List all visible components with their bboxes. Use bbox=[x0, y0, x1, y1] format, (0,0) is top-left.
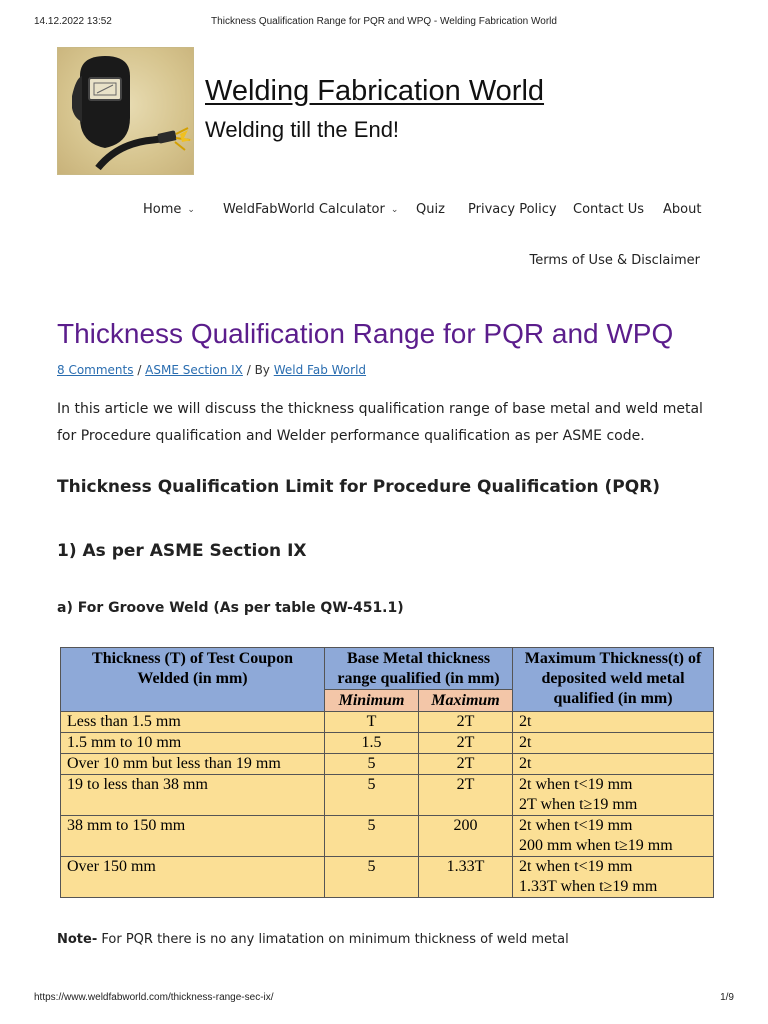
subsection-heading: 1) As per ASME Section IX bbox=[57, 541, 307, 561]
table-header-weld-metal: Maximum Thickness(t) of deposited weld metal qualified (in mm) bbox=[513, 648, 714, 712]
table-header-base-metal: Base Metal thickness range qualified (in mm) bbox=[325, 648, 513, 690]
nav-item-calculator[interactable] bbox=[223, 202, 398, 217]
cell-min: 5 bbox=[325, 754, 419, 775]
post-meta bbox=[57, 363, 366, 377]
cell-weld-line-1: 2t bbox=[519, 713, 532, 730]
cell-min: 5 bbox=[325, 857, 419, 898]
cell-weld-line-2: 1.33T when t≥19 mm bbox=[519, 878, 658, 895]
cell-max: 2T bbox=[419, 775, 513, 816]
cell-weld-line-1: 2t when t<19 mm bbox=[519, 817, 633, 834]
category-link[interactable]: ASME Section IX bbox=[145, 363, 243, 377]
intro-paragraph: In this article we will discuss the thickness qualification range of base metal and weld metal for Procedure qualification and Welder performance qualification as per ASME code. bbox=[57, 401, 703, 444]
note-text: For PQR there is no any limatation on minimum thickness of weld metal bbox=[97, 932, 569, 947]
site-tagline: Welding till the End! bbox=[205, 117, 400, 142]
table-row bbox=[61, 816, 714, 857]
nav-item-label: Home bbox=[143, 202, 182, 217]
nav-item-label: Privacy Policy bbox=[468, 202, 557, 217]
print-header bbox=[34, 16, 734, 30]
table-row bbox=[61, 712, 714, 733]
subsubsection-heading: a) For Groove Weld (As per table QW-451.1) bbox=[57, 600, 404, 616]
cell-thickness: Over 150 mm bbox=[61, 857, 325, 898]
table-header-minimum: Minimum bbox=[325, 690, 419, 712]
cell-weld-line-1: 2t bbox=[519, 734, 532, 751]
table-header-maximum: Maximum bbox=[419, 690, 513, 712]
print-footer bbox=[34, 992, 734, 1006]
cell-max: 2T bbox=[419, 712, 513, 733]
cell-max: 2T bbox=[419, 733, 513, 754]
table-row bbox=[61, 857, 714, 898]
cell-weld-line-1: 2t bbox=[519, 755, 532, 772]
cell-weld bbox=[513, 754, 714, 775]
nav-item-label: Contact Us bbox=[573, 202, 644, 217]
cell-min: 1.5 bbox=[325, 733, 419, 754]
cell-min: 5 bbox=[325, 775, 419, 816]
print-page-title: Thickness Qualification Range for PQR and WPQ - Welding Fabrication World bbox=[211, 16, 557, 27]
cell-min: T bbox=[325, 712, 419, 733]
comments-link[interactable]: 8 Comments bbox=[57, 363, 134, 377]
nav-item-label: WeldFabWorld Calculator bbox=[223, 202, 385, 217]
nav-item-about[interactable] bbox=[663, 202, 701, 217]
table-row bbox=[61, 775, 714, 816]
cell-thickness: 38 mm to 150 mm bbox=[61, 816, 325, 857]
print-url: https://www.weldfabworld.com/thickness-range-sec-ix/ bbox=[34, 992, 274, 1003]
cell-weld-line-2: 200 mm when t≥19 mm bbox=[519, 837, 673, 854]
thickness-qualification-table bbox=[60, 647, 714, 898]
cell-min: 5 bbox=[325, 816, 419, 857]
cell-weld bbox=[513, 857, 714, 898]
cell-thickness: Over 10 mm but less than 19 mm bbox=[61, 754, 325, 775]
note bbox=[57, 932, 569, 947]
cell-weld bbox=[513, 733, 714, 754]
chevron-down-icon: ⌄ bbox=[390, 204, 399, 215]
print-page-number: 1/9 bbox=[720, 992, 734, 1003]
cell-max: 200 bbox=[419, 816, 513, 857]
table-row bbox=[61, 754, 714, 775]
chevron-down-icon: ⌄ bbox=[187, 204, 195, 215]
nav-item-privacy-policy[interactable] bbox=[468, 202, 557, 217]
site-title[interactable]: Welding Fabrication World bbox=[205, 75, 545, 107]
cell-thickness: 1.5 mm to 10 mm bbox=[61, 733, 325, 754]
cell-weld-line-1: 2t when t<19 mm bbox=[519, 776, 633, 793]
cell-weld-line-1: 2t when t<19 mm bbox=[519, 858, 633, 875]
welding-helmet-icon bbox=[58, 48, 193, 174]
table-row bbox=[61, 733, 714, 754]
cell-thickness: Less than 1.5 mm bbox=[61, 712, 325, 733]
cell-weld bbox=[513, 775, 714, 816]
page-title: Thickness Qualification Range for PQR and WPQ bbox=[57, 318, 674, 349]
cell-weld-line-2: 2T when t≥19 mm bbox=[519, 796, 638, 813]
nav-item-home[interactable] bbox=[143, 202, 195, 217]
main-nav bbox=[0, 202, 700, 222]
nav-item-label: Quiz bbox=[416, 202, 445, 217]
site-logo[interactable] bbox=[57, 47, 194, 175]
author-link[interactable]: Weld Fab World bbox=[273, 363, 367, 377]
meta-by: / By bbox=[242, 363, 274, 377]
note-label: Note- bbox=[57, 932, 98, 947]
nav-item-quiz[interactable] bbox=[416, 202, 445, 217]
cell-weld bbox=[513, 712, 714, 733]
nav-item-terms[interactable]: Terms of Use & Disclaimer bbox=[529, 253, 700, 268]
cell-thickness: 19 to less than 38 mm bbox=[61, 775, 325, 816]
nav-item-contact-us[interactable] bbox=[573, 202, 644, 217]
print-timestamp: 14.12.2022 13:52 bbox=[34, 16, 112, 27]
nav-item-label: About bbox=[663, 202, 702, 217]
cell-max: 1.33T bbox=[419, 857, 513, 898]
meta-separator: / bbox=[133, 363, 146, 377]
table-header-coupon-thickness: Thickness (T) of Test Coupon Welded (in mm) bbox=[61, 648, 325, 712]
cell-weld bbox=[513, 816, 714, 857]
section-heading: Thickness Qualification Limit for Procedure Qualification (PQR) bbox=[57, 477, 661, 497]
cell-max: 2T bbox=[419, 754, 513, 775]
